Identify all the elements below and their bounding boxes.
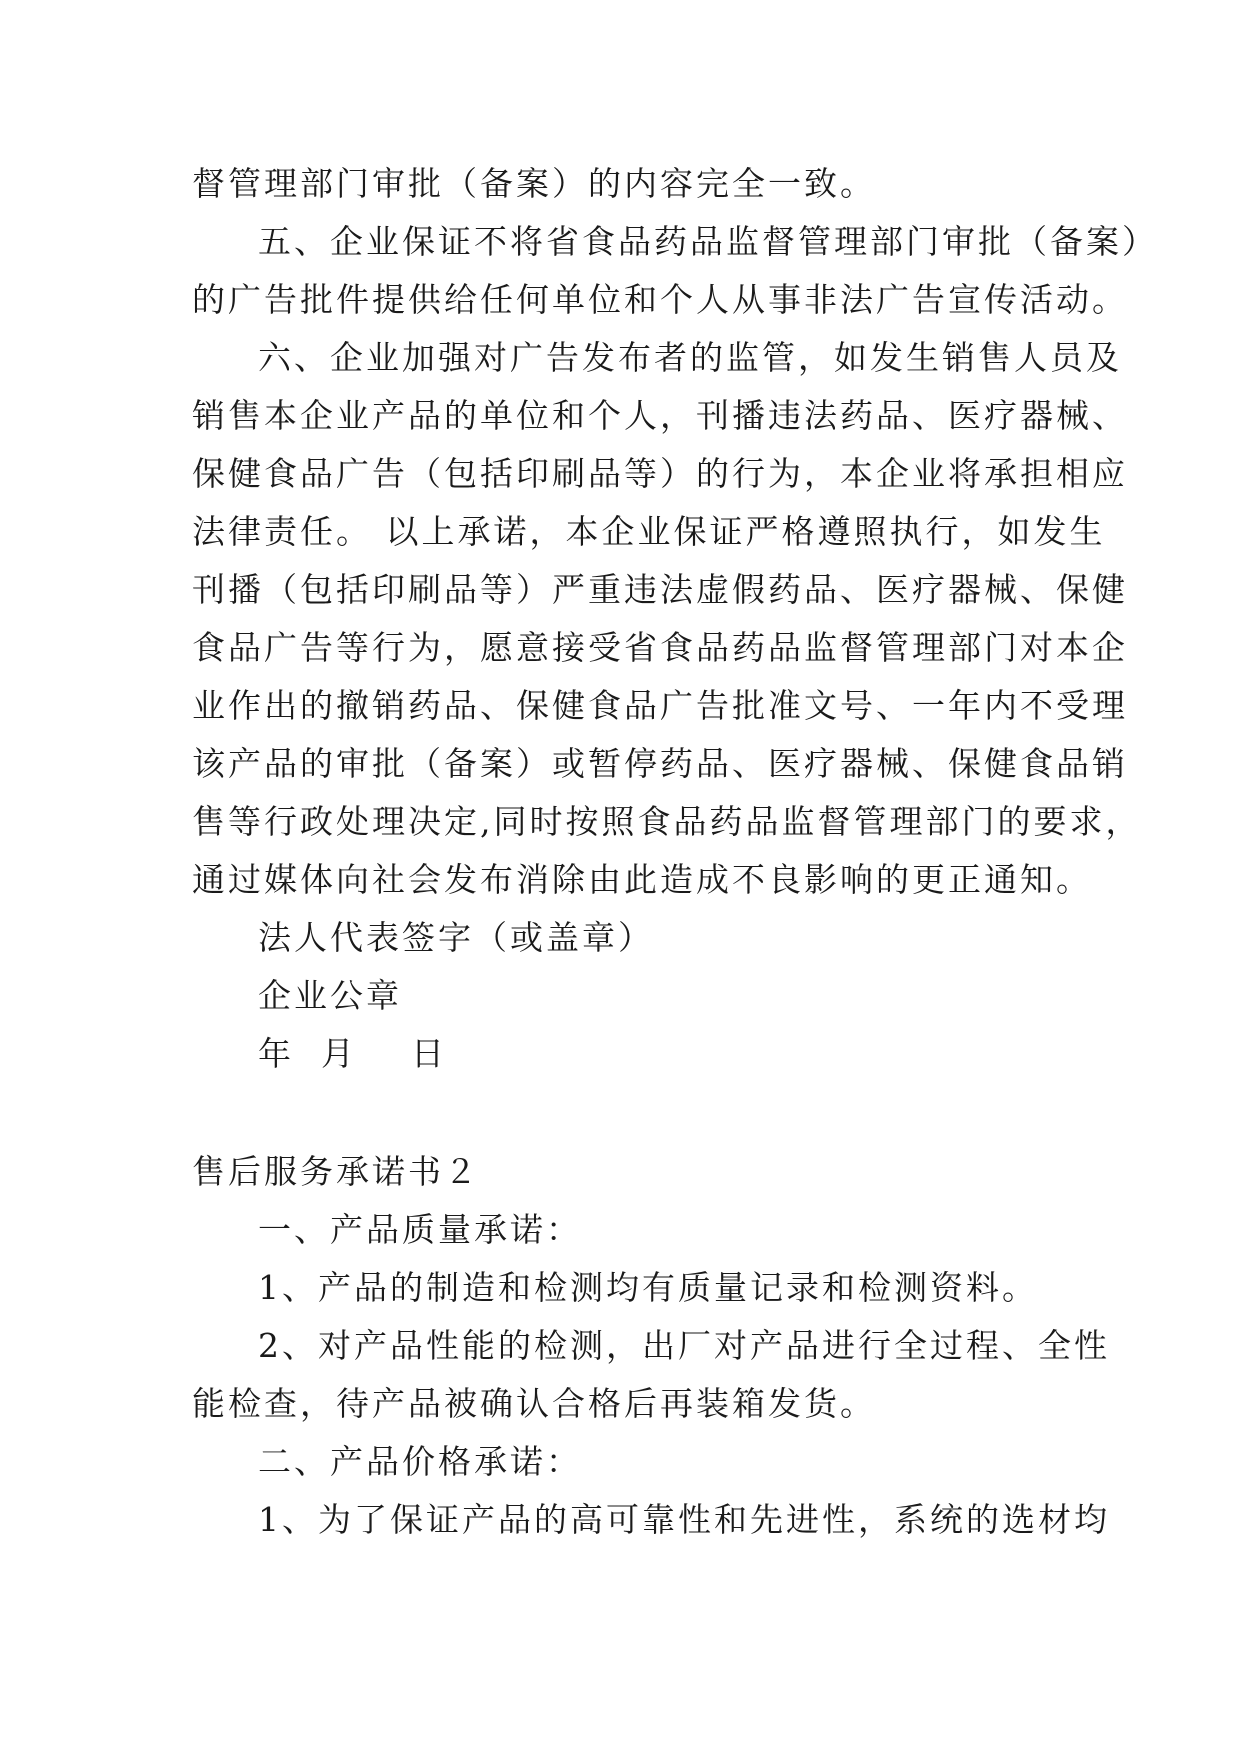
- text-line: 销售本企业产品的单位和个人，刊播违法药品、医疗器械、: [192, 396, 1128, 435]
- text-line: 二、产品价格承诺：: [258, 1442, 582, 1481]
- text-line: 业作出的撤销药品、保健食品广告批准文号、一年内不受理: [192, 686, 1128, 725]
- signature-label: 法人代表签字（或盖章）: [258, 918, 654, 957]
- text-line: 2、对产品性能的检测，出厂对产品进行全过程、全性: [258, 1326, 1110, 1365]
- text-line: 一、产品质量承诺：: [258, 1210, 582, 1249]
- text-line: 能检查，待产品被确认合格后再装箱发货。: [192, 1384, 876, 1423]
- company-seal-label: 企业公章: [258, 976, 402, 1015]
- text-line: 该产品的审批（备案）或暂停药品、医疗器械、保健食品销: [192, 744, 1128, 783]
- date-line: 年 月 日: [258, 1034, 447, 1073]
- text-line: 的广告批件提供给任何单位和个人从事非法广告宣传活动。: [192, 280, 1128, 319]
- text-line: 五、企业保证不将省食品药品监督管理部门审批（备案）: [258, 222, 1158, 261]
- text-line: 通过媒体向社会发布消除由此造成不良影响的更正通知。: [192, 860, 1092, 899]
- section-title: 售后服务承诺书２: [192, 1152, 480, 1191]
- text-line: 刊播（包括印刷品等）严重违法虚假药品、医疗器械、保健: [192, 570, 1128, 609]
- text-line: 售等行政处理决定,同时按照食品药品监督管理部门的要求，: [192, 802, 1142, 841]
- text-line: 食品广告等行为，愿意接受省食品药品监督管理部门对本企: [192, 628, 1128, 667]
- text-line: 1、为了保证产品的高可靠性和先进性，系统的选材均: [258, 1500, 1110, 1539]
- text-line: 法律责任。 以上承诺，本企业保证严格遵照执行，如发生: [192, 512, 1106, 551]
- text-line: 保健食品广告（包括印刷品等）的行为，本企业将承担相应: [192, 454, 1128, 493]
- text-line: 1、产品的制造和检测均有质量记录和检测资料。: [258, 1268, 1038, 1307]
- text-line: 六、企业加强对广告发布者的监管，如发生销售人员及: [258, 338, 1122, 377]
- text-line: 督管理部门审批（备案）的内容完全一致。: [192, 164, 876, 203]
